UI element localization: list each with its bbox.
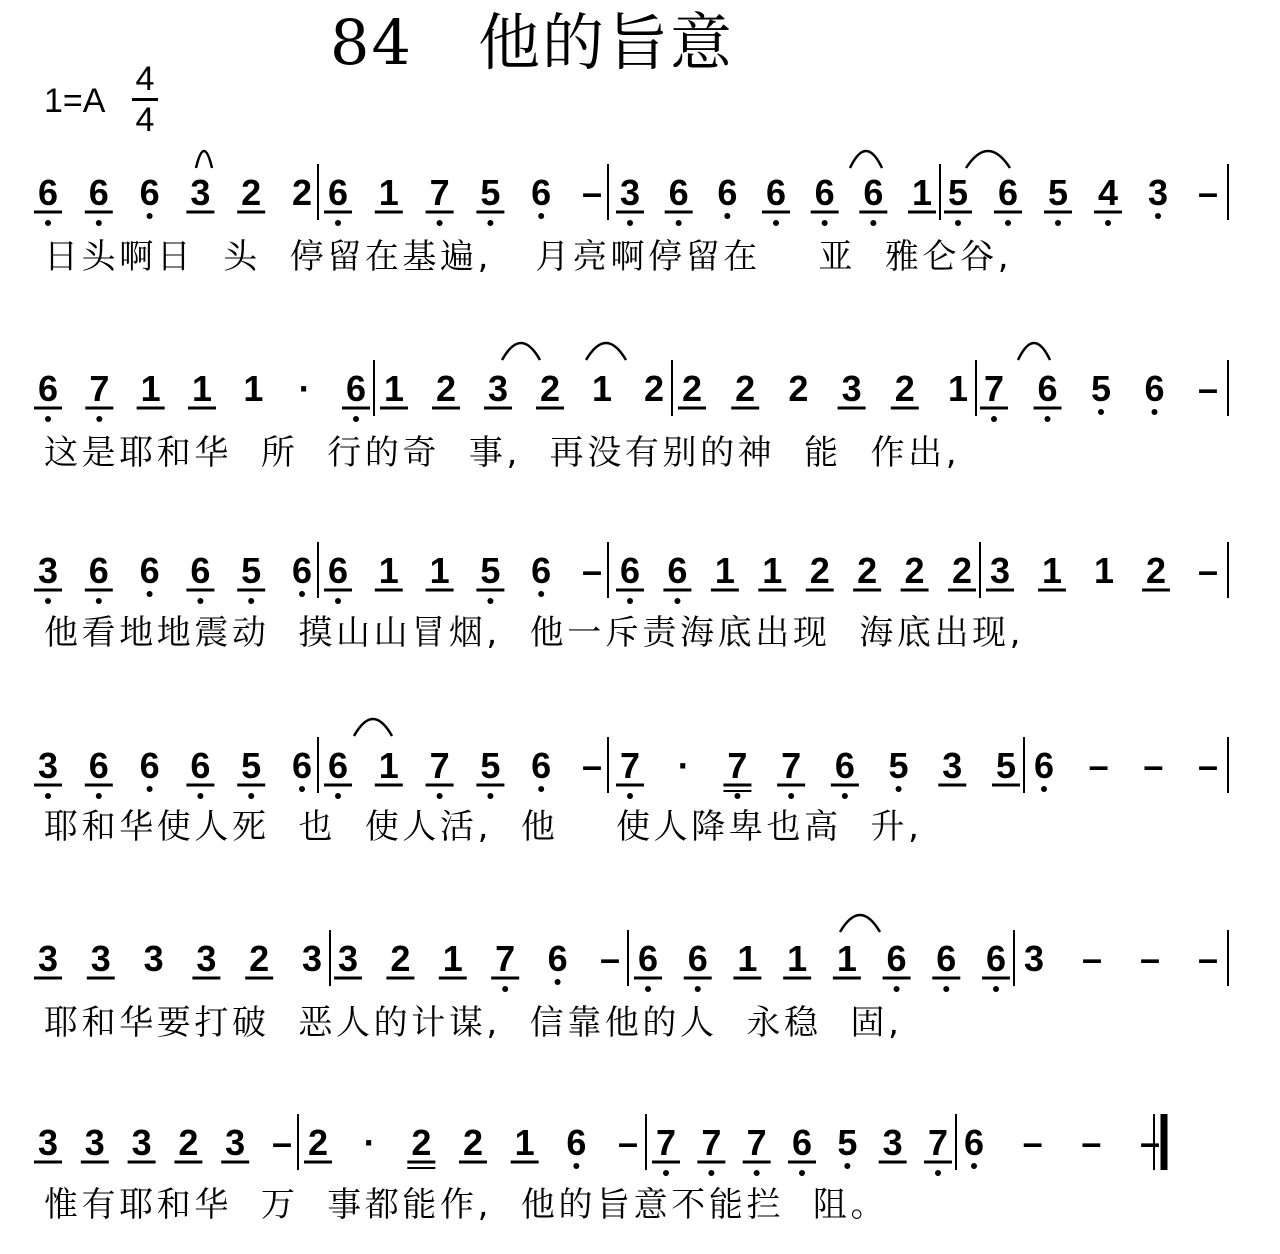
slur-arc [502, 343, 540, 360]
note-digit: 3 [942, 745, 963, 786]
octave-dot [335, 220, 341, 226]
octave-dot [437, 793, 443, 799]
octave-dot [96, 416, 102, 422]
note-digit: 3 [882, 1122, 903, 1163]
octave-dot [674, 598, 680, 604]
octave-dot [788, 793, 794, 799]
note-digit: 1 [591, 368, 613, 409]
note-digit: 5 [947, 172, 969, 213]
note-digit: 5 [995, 745, 1017, 786]
note-digit: · [298, 368, 311, 409]
note-digit: 6 [619, 550, 641, 591]
octave-dot [147, 786, 153, 792]
note-digit: 5 [888, 745, 909, 786]
octave-dot [487, 598, 493, 604]
note-digit: 6 [327, 550, 349, 591]
octave-dot [487, 793, 493, 799]
octave-dot [299, 591, 305, 597]
note-digit: 1 [1041, 550, 1063, 591]
note-digit: 2 [178, 1122, 199, 1163]
octave-dot [1098, 409, 1104, 415]
note-digit: – [1139, 938, 1161, 979]
octave-dot [894, 986, 900, 992]
octave-dot [1005, 220, 1011, 226]
note-digit: 7 [619, 745, 641, 786]
note-digit: 6 [814, 172, 835, 213]
octave-dot [695, 986, 701, 992]
note-digit: 6 [547, 938, 568, 979]
note-digit: 6 [291, 550, 313, 591]
octave-dot [197, 598, 203, 604]
note-digit: 3 [841, 368, 862, 409]
note-digit: 6 [985, 938, 1007, 979]
octave-dot [627, 793, 633, 799]
note-digit: 3 [619, 172, 641, 213]
slur-arc [840, 915, 880, 932]
octave-dot [437, 220, 443, 226]
octave-dot [1152, 409, 1158, 415]
octave-dot [993, 986, 999, 992]
note-digit: 2 [904, 550, 925, 591]
slur-arc [354, 719, 392, 736]
note-digit: 1 [378, 172, 399, 213]
note-digit: 3 [337, 938, 359, 979]
note-digit: 5 [480, 550, 501, 591]
octave-dot [676, 220, 682, 226]
lyric-line-3: 他看地地震动 摸山山冒烟, 他一斥责海底出现 海底出现, [44, 613, 1025, 653]
note-digit: 1 [243, 368, 264, 409]
octave-dot [734, 793, 740, 799]
note-digit: 6 [190, 745, 211, 786]
slur-arc [196, 151, 212, 168]
octave-dot [842, 793, 848, 799]
note-digit: 6 [190, 550, 211, 591]
note-digit: – [1197, 745, 1219, 786]
note-digit: – [1197, 550, 1219, 591]
note-digit: 3 [37, 1122, 59, 1163]
note-digit: 2 [390, 938, 411, 979]
octave-dot [96, 598, 102, 604]
octave-dot [799, 1170, 805, 1176]
octave-dot [538, 213, 544, 219]
note-digit: 6 [88, 550, 109, 591]
octave-dot [335, 793, 341, 799]
octave-dot [943, 986, 949, 992]
note-digit: – [1197, 172, 1219, 213]
note-digit: 2 [857, 550, 878, 591]
note-digit: 3 [196, 938, 217, 979]
note-digit: 6 [1033, 745, 1055, 786]
note-digit: 6 [566, 1122, 587, 1163]
octave-dot [45, 416, 51, 422]
note-digit: 6 [1144, 368, 1165, 409]
octave-dot [555, 979, 561, 985]
note-digit: 6 [963, 1122, 985, 1163]
octave-dot [935, 1170, 941, 1176]
note-digit: – [1088, 745, 1109, 786]
note-digit: · [363, 1122, 376, 1163]
note-digit: – [1022, 1122, 1043, 1163]
note-digit: 5 [241, 745, 262, 786]
note-digit: – [1081, 1122, 1102, 1163]
note-digit: 6 [345, 368, 367, 409]
note-digit: 6 [531, 745, 552, 786]
note-digit: 3 [37, 550, 59, 591]
octave-dot [955, 220, 961, 226]
octave-dot [299, 786, 305, 792]
note-digit: – [599, 938, 621, 979]
slur-arc [586, 343, 626, 360]
note-digit: 2 [291, 172, 313, 213]
octave-dot [248, 598, 254, 604]
slur-arc [966, 151, 1010, 168]
octave-dot [538, 591, 544, 597]
note-digit: 7 [655, 1122, 677, 1163]
octave-dot [991, 416, 997, 422]
note-digit: 6 [1037, 368, 1058, 409]
note-digit: 6 [668, 172, 689, 213]
lyric-line-5: 耶和华要打破 恶人的计谋, 信靠他的人 永稳 固, [44, 1003, 903, 1043]
lyric-line-2: 这是耶和华 所 行的奇 事, 再没有别的神 能 作出, [44, 433, 961, 473]
note-digit: 7 [983, 368, 1005, 409]
octave-dot [1155, 213, 1161, 219]
note-digit: 7 [429, 172, 450, 213]
note-digit: 6 [637, 938, 659, 979]
note-digit: 1 [429, 550, 450, 591]
octave-dot [822, 220, 828, 226]
note-digit: 6 [765, 172, 787, 213]
octave-dot [45, 793, 51, 799]
note-digit: 1 [836, 938, 857, 979]
key-signature: 1=A [44, 82, 106, 120]
note-digit: 2 [539, 368, 561, 409]
lyric-line-6: 惟有耶和华 万 事都能作, 他的旨意不能拦 阻。 [44, 1185, 889, 1225]
octave-dot [353, 416, 359, 422]
octave-dot [754, 1170, 760, 1176]
note-digit: 4 [1097, 172, 1119, 213]
note-digit: 7 [701, 1122, 722, 1163]
note-digit: 1 [140, 368, 161, 409]
note-digit: – [1139, 1122, 1161, 1163]
octave-dot [724, 213, 730, 219]
note-digit: – [1197, 938, 1219, 979]
note-digit: 6 [863, 172, 884, 213]
note-digit: 3 [989, 550, 1011, 591]
note-digit: 1 [378, 745, 399, 786]
note-digit: 6 [88, 745, 109, 786]
octave-dot [1105, 220, 1111, 226]
octave-dot [1055, 220, 1061, 226]
note-digit: 2 [788, 368, 809, 409]
note-digit: 1 [911, 172, 933, 213]
octave-dot [573, 1163, 579, 1169]
note-digit: 6 [687, 938, 708, 979]
song-title: 84 他的旨意 [330, 6, 735, 79]
octave-dot [96, 220, 102, 226]
note-digit: 3 [84, 1122, 105, 1163]
note-digit: 6 [834, 745, 855, 786]
octave-dot [487, 220, 493, 226]
note-digit: 1 [714, 550, 735, 591]
lyric-line-1: 日头啊日 头 停留在基遍, 月亮啊停留在 亚 雅仑谷, [44, 237, 1013, 277]
note-digit: – [581, 745, 603, 786]
note-digit: 7 [781, 745, 802, 786]
note-digit: 3 [190, 172, 211, 213]
octave-dot [663, 1170, 669, 1176]
note-digit: 2 [307, 1122, 329, 1163]
note-digit: 6 [327, 745, 349, 786]
time-signature-top: 4 [132, 62, 158, 101]
note-digit: 6 [139, 745, 160, 786]
note-digit: 3 [301, 938, 323, 979]
note-digit: 7 [89, 368, 110, 409]
note-digit: 1 [787, 938, 808, 979]
note-digit: – [581, 550, 603, 591]
note-digit: 3 [1023, 938, 1045, 979]
octave-dot [708, 1170, 714, 1176]
note-digit: 6 [886, 938, 907, 979]
octave-dot [335, 598, 341, 604]
note-digit: 6 [667, 550, 688, 591]
note-digit: 7 [746, 1122, 767, 1163]
note-digit: 1 [1093, 550, 1115, 591]
octave-dot [971, 1163, 977, 1169]
octave-dot [197, 793, 203, 799]
note-digit: 5 [837, 1122, 858, 1163]
note-digit: 7 [927, 1122, 949, 1163]
slur-arc [1018, 343, 1050, 360]
octave-dot [844, 1163, 850, 1169]
note-digit: 6 [791, 1122, 813, 1163]
octave-dot [896, 786, 902, 792]
note-digit: 2 [435, 368, 457, 409]
note-digit: 3 [131, 1122, 152, 1163]
note-digit: 6 [997, 172, 1019, 213]
note-digit: 5 [1090, 368, 1112, 409]
note-digit: 7 [727, 745, 748, 786]
note-digit: – [617, 1122, 639, 1163]
note-digit: 5 [241, 550, 262, 591]
note-digit: 2 [681, 368, 703, 409]
octave-dot [538, 786, 544, 792]
octave-dot [773, 220, 779, 226]
octave-dot [502, 986, 508, 992]
note-digit: 3 [90, 938, 111, 979]
note-digit: 2 [241, 172, 262, 213]
note-digit: 6 [291, 745, 313, 786]
note-digit: 3 [37, 745, 59, 786]
octave-dot [870, 220, 876, 226]
note-digit: 3 [487, 368, 509, 409]
note-digit: 5 [1047, 172, 1069, 213]
octave-dot [96, 793, 102, 799]
note-digit: 2 [735, 368, 756, 409]
note-digit: 3 [1147, 172, 1169, 213]
note-digit: 6 [531, 550, 552, 591]
note-digit: 3 [225, 1122, 246, 1163]
note-digit: 2 [249, 938, 270, 979]
note-digit: 3 [37, 938, 59, 979]
note-digit: 1 [737, 938, 758, 979]
octave-dot [1045, 416, 1051, 422]
note-digit: 1 [378, 550, 399, 591]
note-digit: 7 [495, 938, 516, 979]
note-digit: 6 [717, 172, 738, 213]
note-digit: 2 [462, 1122, 484, 1163]
octave-dot [45, 598, 51, 604]
note-digit: 2 [643, 368, 665, 409]
octave-dot [627, 598, 633, 604]
note-digit: – [271, 1122, 293, 1163]
lyric-line-4: 耶和华使人死 也 使人活, 他 使人降卑也高 升, [44, 807, 923, 847]
note-digit: 1 [947, 368, 969, 409]
octave-dot [645, 986, 651, 992]
octave-dot [627, 220, 633, 226]
octave-dot [1041, 786, 1047, 792]
note-digit: 6 [139, 550, 160, 591]
octave-dot [45, 220, 51, 226]
note-digit: 1 [442, 938, 463, 979]
note-digit: 1 [514, 1122, 535, 1163]
note-digit: 2 [951, 550, 973, 591]
note-digit: 5 [480, 172, 501, 213]
note-digit: 6 [37, 368, 59, 409]
note-digit: – [1197, 368, 1219, 409]
note-digit: – [1081, 938, 1103, 979]
note-digit: 1 [383, 368, 405, 409]
note-digit: 1 [762, 550, 783, 591]
time-signature-bottom: 4 [135, 101, 155, 139]
note-digit: 6 [531, 172, 552, 213]
note-digit: 2 [809, 550, 830, 591]
note-digit: – [581, 172, 603, 213]
note-digit: 2 [894, 368, 915, 409]
note-digit: 7 [429, 745, 450, 786]
note-digit: 6 [936, 938, 957, 979]
note-digit: 2 [411, 1122, 432, 1163]
note-digit: 6 [327, 172, 349, 213]
note-digit: 3 [143, 938, 164, 979]
note-digit: 6 [37, 172, 59, 213]
note-digit: 5 [480, 745, 501, 786]
note-digit: 2 [1145, 550, 1167, 591]
octave-dot [147, 213, 153, 219]
octave-dot [248, 793, 254, 799]
slur-arc [850, 151, 882, 168]
note-digit: – [1143, 745, 1164, 786]
note-digit: 1 [191, 368, 213, 409]
note-digit: · [677, 745, 690, 786]
octave-dot [147, 591, 153, 597]
note-digit: 6 [139, 172, 160, 213]
note-digit: 6 [88, 172, 109, 213]
